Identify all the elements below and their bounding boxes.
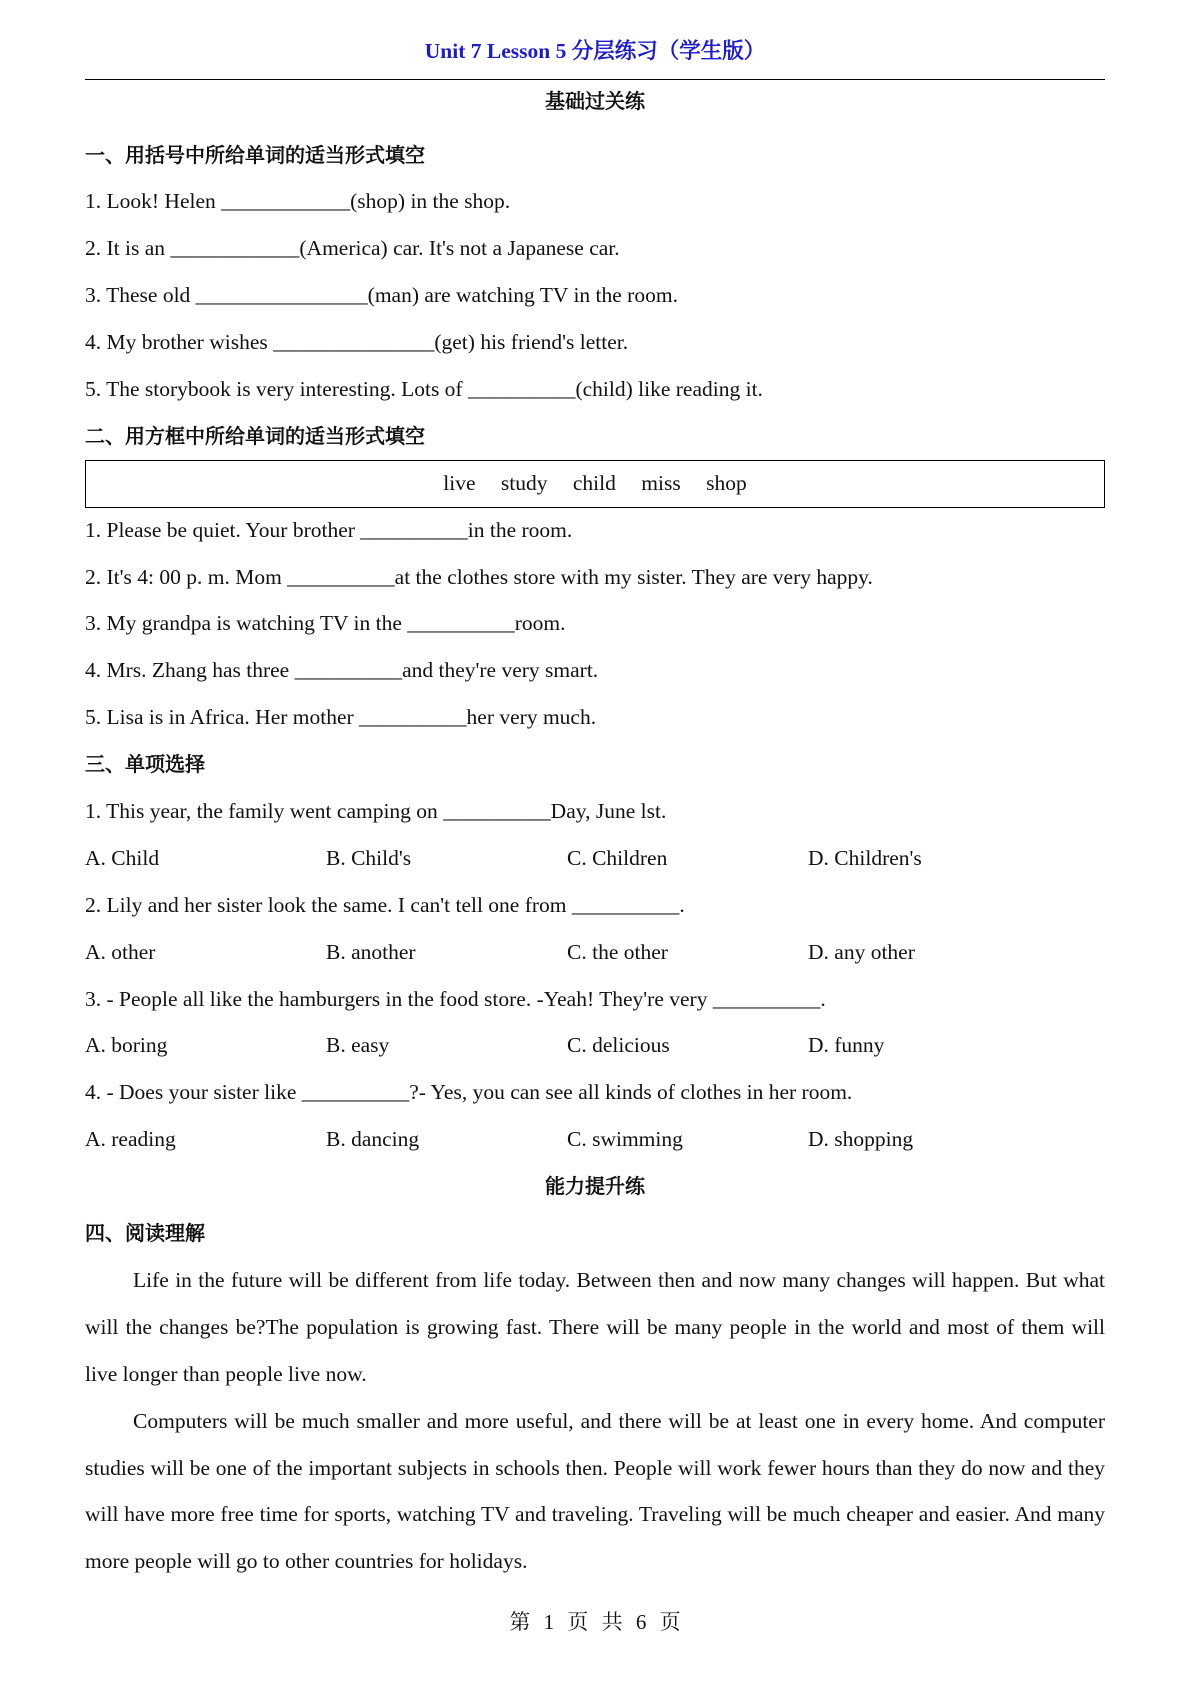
option-a: A. Child	[85, 845, 160, 870]
worksheet-body	[85, 132, 1105, 1586]
mc-options	[85, 929, 1105, 976]
part1-heading: 一、用括号中所给单词的适当形式填空	[85, 142, 425, 167]
word-box-item: miss	[641, 470, 681, 495]
option-d: D. Children's	[808, 845, 922, 870]
option-d: D. any other	[808, 939, 915, 964]
question-item: 1. Please be quiet. Your brother __________in the room.	[85, 517, 573, 542]
option-c: C. Children	[567, 845, 668, 870]
mc-question: 3. - People all like the hamburgers in the food store. -Yeah! They're very __________.	[85, 986, 826, 1011]
word-box-item: live	[443, 470, 476, 495]
page-number: 第 1 页 共 6 页	[509, 1610, 681, 1634]
mc-options	[85, 835, 1105, 882]
option-b: B. dancing	[326, 1127, 420, 1152]
header-divider	[85, 79, 1105, 80]
mc-question: 2. Lily and her sister look the same. I can't tell one from __________.	[85, 892, 685, 917]
document-title: Unit 7 Lesson 5 分层练习（学生版）	[424, 39, 766, 63]
question-item: 5. Lisa is in Africa. Her mother __________her very much.	[85, 705, 597, 730]
question-item: 5. The storybook is very interesting. Lots of __________(child) like reading it.	[85, 376, 763, 401]
reading-paragraph: Life in the future will be different from life today. Between then and now many changes will happen. But what will the changes be?The population is growing fast. There will be many people in the world and most of them will live longer than people live now.	[85, 1267, 1105, 1386]
word-box-item: child	[572, 470, 616, 495]
mc-question: 4. - Does your sister like __________?- Yes, you can see all kinds of clothes in her room.	[85, 1080, 853, 1105]
word-box-item: study	[500, 470, 548, 495]
option-b: B. Child's	[326, 845, 412, 870]
question-item: 2. It's 4: 00 p. m. Mom __________at the clothes store with my sister. They are very happy.	[85, 564, 873, 589]
option-c: C. the other	[567, 939, 668, 964]
question-item: 1. Look! Helen ____________(shop) in the shop.	[85, 189, 511, 214]
option-b: B. easy	[326, 1033, 390, 1058]
mc-question: 1. This year, the family went camping on __________Day, June lst.	[85, 798, 667, 823]
part4-heading: 四、阅读理解	[85, 1221, 205, 1245]
part2-heading: 二、用方框中所给单词的适当形式填空	[85, 423, 425, 448]
question-item: 4. My brother wishes _______________(get) his friend's letter.	[85, 330, 629, 355]
section-title-basic: 基础过关练	[545, 89, 645, 113]
part3-heading: 三、单项选择	[85, 752, 205, 777]
question-item: 3. My grandpa is watching TV in the __________room.	[85, 611, 566, 636]
question-item: 3. These old ________________(man) are watching TV in the room.	[85, 283, 678, 308]
option-c: C. swimming	[567, 1127, 683, 1152]
option-a: A. other	[85, 939, 156, 964]
option-d: D. shopping	[808, 1127, 914, 1152]
section-title-advanced: 能力提升练	[545, 1174, 645, 1199]
word-box-item: shop	[706, 470, 747, 495]
mc-options	[85, 1116, 1105, 1163]
option-a: A. boring	[85, 1033, 168, 1058]
option-a: A. reading	[85, 1127, 176, 1152]
reading-paragraph: Computers will be much smaller and more useful, and there will be at least one in every home. And computer studies will be one of the important subjects in schools then. People will work fewer hours than they do now and they will have more free time for sports, watching TV and traveling. Traveling will be much cheaper and easier. And many more people will go to other countries for holidays.	[85, 1408, 1105, 1574]
word-box	[85, 460, 1105, 508]
option-d: D. funny	[808, 1033, 885, 1058]
option-b: B. another	[326, 939, 416, 964]
mc-options	[85, 1022, 1105, 1069]
question-item: 2. It is an ____________(America) car. It's not a Japanese car.	[85, 236, 620, 261]
option-c: C. delicious	[567, 1033, 670, 1058]
question-item: 4. Mrs. Zhang has three __________and they're very smart.	[85, 658, 599, 683]
